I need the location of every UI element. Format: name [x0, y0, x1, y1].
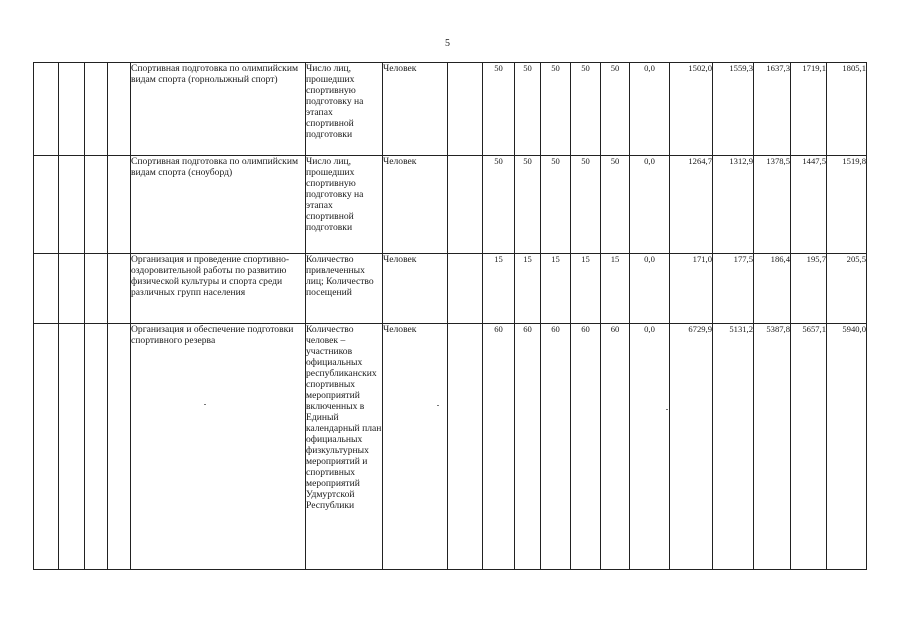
finance-cell: 195,7: [791, 254, 827, 324]
finance-cell: 1805,1: [827, 63, 867, 156]
unit-cell: Человек: [383, 254, 448, 324]
blank-cell: [85, 63, 108, 156]
blank-cell: [85, 254, 108, 324]
blank-cell: [59, 63, 85, 156]
blank-cell: [108, 254, 131, 324]
scan-speck: [437, 405, 439, 406]
volume-cell: 60: [541, 324, 571, 570]
volume-cell: 15: [541, 254, 571, 324]
finance-cell: 177,5: [713, 254, 754, 324]
table-row: [34, 324, 867, 570]
volume-cell: 50: [541, 156, 571, 254]
volume-cell: 60: [571, 324, 601, 570]
finance-cell: 1519,8: [827, 156, 867, 254]
finance-cell: 5940,0: [827, 324, 867, 570]
indicator-cell: Количество человек – участников официальных республиканских спортивных мероприятий включенных в Единый календарный план официальных физкультурных мероприятий и спортивных мероприятий Удмуртской Республики: [306, 324, 383, 570]
blank-cell: [448, 254, 483, 324]
volume-cell: 50: [571, 156, 601, 254]
scan-speck: [666, 409, 668, 410]
table-row: [34, 63, 867, 156]
scan-speck: [204, 404, 206, 405]
finance-cell: 1264,7: [670, 156, 713, 254]
blank-cell: [85, 156, 108, 254]
unit-cell: Человек: [383, 324, 448, 570]
finance-cell: 1447,5: [791, 156, 827, 254]
service-name-cell: Организация и обеспечение подготовки спортивного резерва: [131, 324, 306, 570]
table-row: [34, 254, 867, 324]
blank-cell: [448, 156, 483, 254]
finance-cell: 1312,9: [713, 156, 754, 254]
volume-cell: 15: [515, 254, 541, 324]
unit-cell: Человек: [383, 156, 448, 254]
blank-cell: [34, 254, 59, 324]
finance-cell: 1719,1: [791, 63, 827, 156]
volume-cell: 15: [483, 254, 515, 324]
volume-cell: 50: [515, 156, 541, 254]
blank-cell: [108, 156, 131, 254]
blank-cell: [59, 324, 85, 570]
page-number: 5: [445, 38, 450, 49]
service-name-cell: Спортивная подготовка по олимпийским видам спорта (горнолыжный спорт): [131, 63, 306, 156]
finance-cell: 1559,3: [713, 63, 754, 156]
volume-cell: 15: [601, 254, 630, 324]
finance-cell: 5131,2: [713, 324, 754, 570]
finance-cell: 5657,1: [791, 324, 827, 570]
deviation-cell: 0,0: [630, 324, 670, 570]
indicator-cell: Количество привлеченных лиц; Количество посещений: [306, 254, 383, 324]
volume-cell: 50: [601, 63, 630, 156]
volume-cell: 50: [571, 63, 601, 156]
finance-cell: 171,0: [670, 254, 713, 324]
blank-cell: [59, 156, 85, 254]
volume-cell: 50: [515, 63, 541, 156]
volume-cell: 60: [601, 324, 630, 570]
finance-cell: 1502,0: [670, 63, 713, 156]
blank-cell: [85, 324, 108, 570]
blank-cell: [34, 63, 59, 156]
finance-cell: 186,4: [754, 254, 791, 324]
program-table: [33, 62, 867, 570]
service-name-cell: Организация и проведение спортивно-оздоровительной работы по развитию физической культуры и спорта среди различных групп населения: [131, 254, 306, 324]
volume-cell: 50: [483, 156, 515, 254]
deviation-cell: 0,0: [630, 156, 670, 254]
blank-cell: [448, 63, 483, 156]
finance-cell: 5387,8: [754, 324, 791, 570]
volume-cell: 50: [601, 156, 630, 254]
finance-cell: 1378,5: [754, 156, 791, 254]
indicator-cell: Число лиц, прошедших спортивную подготовку на этапах спортивной подготовки: [306, 156, 383, 254]
indicator-cell: Число лиц, прошедших спортивную подготовку на этапах спортивной подготовки: [306, 63, 383, 156]
service-name-cell: Спортивная подготовка по олимпийским видам спорта (сноуборд): [131, 156, 306, 254]
finance-cell: 6729,9: [670, 324, 713, 570]
blank-cell: [59, 254, 85, 324]
deviation-cell: 0,0: [630, 254, 670, 324]
finance-cell: 1637,3: [754, 63, 791, 156]
table-row: [34, 156, 867, 254]
volume-cell: 60: [483, 324, 515, 570]
deviation-cell: 0,0: [630, 63, 670, 156]
blank-cell: [108, 63, 131, 156]
blank-cell: [108, 324, 131, 570]
blank-cell: [34, 156, 59, 254]
unit-cell: Человек: [383, 63, 448, 156]
volume-cell: 50: [483, 63, 515, 156]
volume-cell: 60: [515, 324, 541, 570]
finance-cell: 205,5: [827, 254, 867, 324]
blank-cell: [448, 324, 483, 570]
volume-cell: 15: [571, 254, 601, 324]
blank-cell: [34, 324, 59, 570]
volume-cell: 50: [541, 63, 571, 156]
